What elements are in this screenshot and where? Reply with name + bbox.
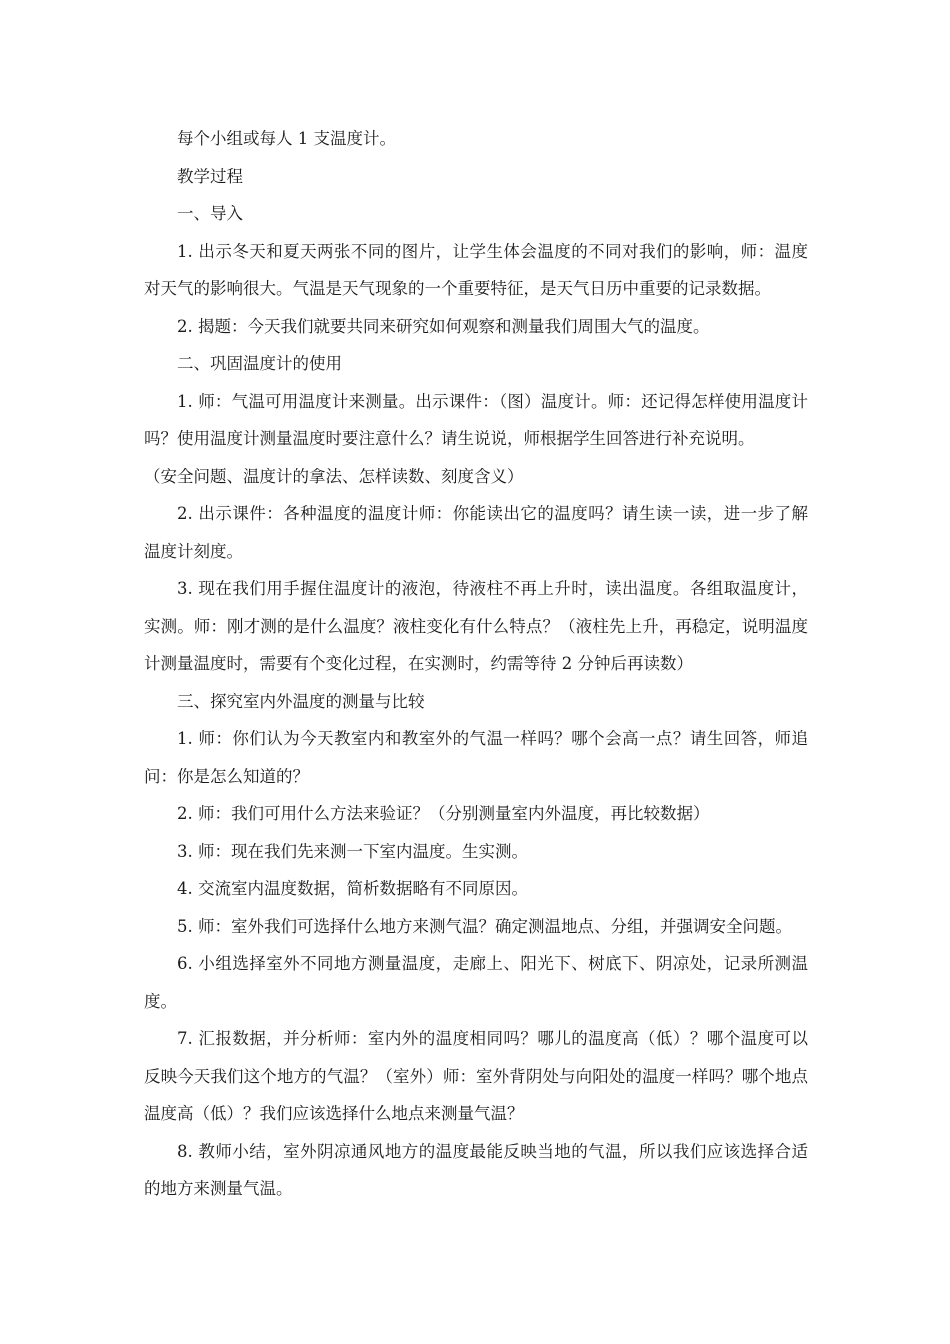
section-heading-teaching-process: 教学过程 [177,166,243,186]
explore-step-8: 8. 教师小结，室外阴凉通风地方的温度最能反映当地的气温，所以我们应该选择合适的地方来测量气温。 [144,1141,808,1198]
intro-step-1: 1. 出示冬天和夏天两张不同的图片，让学生体会温度的不同对我们的影响，师：温度对天气的影响很大。气温是天气现象的一个重要特征，是天气日历中重要的记录数据。 [144,241,808,298]
explore-step-6: 6. 小组选择室外不同地方测量温度，走廊上、阳光下、树底下、阴凉处，记录所测温度。 [144,954,808,1011]
document-body [144,120,808,1208]
thermometer-step-2: 2. 出示课件：各种温度的温度计师：你能读出它的温度吗？请生读一读，进一步了解温度计刻度。 [144,504,808,561]
explore-step-4: 4. 交流室内温度数据，简析数据略有不同原因。 [177,879,528,898]
thermometer-step-1-note: （安全问题、温度计的拿法、怎样读数、刻度含义） [144,466,524,486]
explore-step-7: 7. 汇报数据，并分析师：室内外的温度相同吗？哪儿的温度高（低）？哪个温度可以反映今天我们这个地方的气温？（室外）师：室外背阴处与向阳处的温度一样吗？哪个地点温度高（低）？我们应该选择什么地点来测量气温？ [144,1029,808,1123]
thermometer-step-3: 3. 现在我们用手握住温度计的液泡，待液柱不再上升时，读出温度。各组取温度计，实测。师：刚才测的是什么温度？液柱变化有什么特点？（液柱先上升，再稳定，说明温度计测量温度时，需要有个变化过程，在实测时，约需等待 2 分钟后再读数） [144,579,808,673]
explore-step-2: 2. 师：我们可用什么方法来验证？（分别测量室内外温度，再比较数据） [177,804,710,823]
materials-paragraph: 每个小组或每人 1 支温度计。 [177,129,396,148]
explore-step-3: 3. 师：现在我们先来测一下室内温度。生实测。 [177,841,528,861]
section-heading-indoor-outdoor: 三、探究室内外温度的测量与比较 [177,691,425,711]
intro-step-2: 2. 揭题：今天我们就要共同来研究如何观察和测量我们周围大气的温度。 [177,316,710,336]
section-heading-introduction: 一、导入 [177,204,243,223]
section-heading-thermometer-use: 二、巩固温度计的使用 [177,354,342,373]
explore-step-5: 5. 师：室外我们可选择什么地方来测气温？确定测温地点、分组，并强调安全问题。 [177,916,792,936]
thermometer-step-1: 1. 师：气温可用温度计来测量。出示课件：（图）温度计。师：还记得怎样使用温度计吗？使用温度计测量温度时要注意什么？请生说说，师根据学生回答进行补充说明。 [144,391,808,448]
explore-step-1: 1. 师：你们认为今天教室内和教室外的气温一样吗？哪个会高一点？请生回答，师追问：你是怎么知道的？ [144,729,808,786]
